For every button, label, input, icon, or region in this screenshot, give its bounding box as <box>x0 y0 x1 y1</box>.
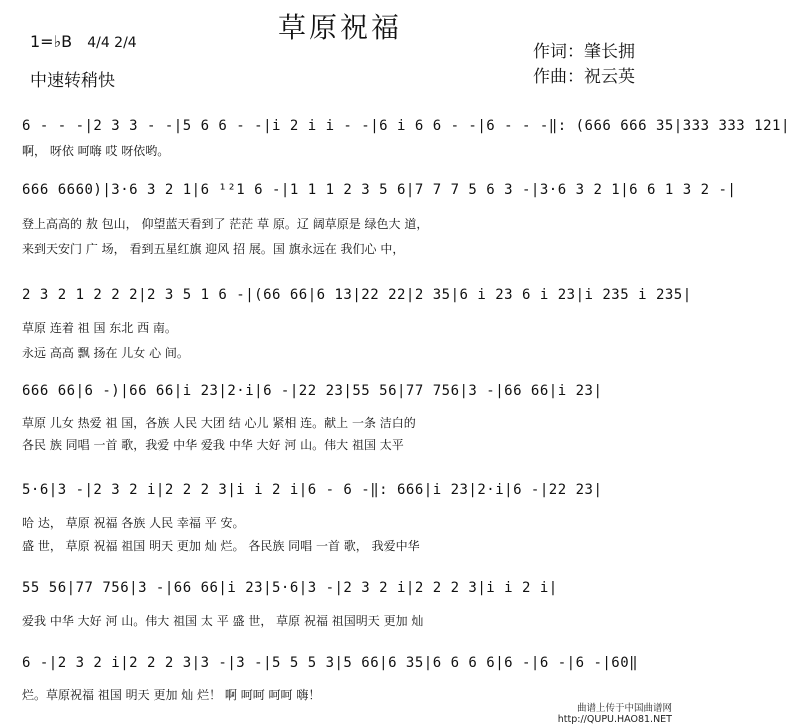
lyric-line: 草原 连着 祖 国 东北 西 南。 <box>22 321 177 335</box>
lyric-line: 各民 族 同唱 一首 歌，我爱 中华 爱我 中华 大好 河 山。伟大 祖国 太平 <box>22 438 404 452</box>
notation-row: 6 - - -|2 3 3 - -|5 6 6 - -|i 2 i i - -|6 i 6 6 - -|6 - - -‖: (666 666 35|333 333 121| <box>22 118 790 134</box>
composer: 作曲：祝云英 <box>533 67 635 87</box>
footer-watermark <box>558 703 672 725</box>
lyric-line: 爱我 中华 大好 河 山。伟大 祖国 太 平 盛 世， 草原 祝福 祖国明天 更加 灿 <box>22 614 424 628</box>
key-signature <box>30 32 137 51</box>
lyric-line: 登上高高的 敖 包山， 仰望蓝天看到了 茫茫 草 原。辽 阔草原是 绿色大 道， <box>22 217 429 231</box>
lyric-line: 盛 世， 草原 祝福 祖国 明天 更加 灿 烂。 各民族 同唱 一首 歌， 我爱中华 <box>22 539 420 553</box>
lyricist: 作词：肇长拥 <box>533 42 635 62</box>
key-label: 1=♭B <box>30 32 73 51</box>
lyric-line: 草原 儿女 热爱 祖 国，各族 人民 大团 结 心儿 紧相 连。献上 一条 洁白的 <box>22 416 416 430</box>
notation-row: 666 66|6 -)|66 66|i 23|2·i|6 -|22 23|55 56|77 756|3 -|66 66|i 23| <box>22 383 603 399</box>
lyric-line: 来到天安门 广 场， 看到五星红旗 迎风 招 展。国 旗永远在 我们心 中， <box>22 242 405 256</box>
notation-row: 5·6|3 -|2 3 2 i|2 2 2 3|i i 2 i|6 - 6 -‖: 666|i 23|2·i|6 -|22 23| <box>22 482 603 498</box>
notation-row: 6 -|2 3 2 i|2 2 2 3|3 -|3 -|5 5 5 3|5 66|6 35|6 6 6 6|6 -|6 -|6 -|60‖ <box>22 655 639 671</box>
meter-label: 4/4 2/4 <box>87 35 137 51</box>
lyric-line: 永远 高高 飘 扬在 儿女 心 间。 <box>22 346 189 360</box>
song-title: 草原祝福 <box>277 11 402 44</box>
footer-url: http://QUPU.HAO81.NET <box>557 714 672 725</box>
lyric-line: 烂。草原祝福 祖国 明天 更加 灿 烂！ 啊 呵呵 呵呵 嗨！ <box>22 688 321 702</box>
notation-row: 2 3 2 1 2 2 2|2 3 5 1 6 -|(66 66|6 13|22 22|2 35|6 i 23 6 i 23|i 235 i 235| <box>22 287 692 303</box>
lyric-line: 啊， 呀依 呵嗨 哎 呀依哟。 <box>22 144 170 158</box>
notation-row: 55 56|77 756|3 -|66 66|i 23|5·6|3 -|2 3 2 i|2 2 2 3|i i 2 i| <box>22 580 558 596</box>
footer-line: 曲谱上传于中国曲谱网 <box>576 703 672 714</box>
notation-row: 666 6660)|3·6 3 2 1|6 ¹²1 6 -|1 1 1 2 3 5 6|7 7 7 5 6 3 -|3·6 3 2 1|6 6 1 3 2 -| <box>22 182 737 198</box>
tempo-marking: 中速转稍快 <box>30 71 115 91</box>
credits <box>533 40 635 90</box>
lyric-line: 哈 达， 草原 祝福 各族 人民 幸福 平 安。 <box>22 516 245 530</box>
